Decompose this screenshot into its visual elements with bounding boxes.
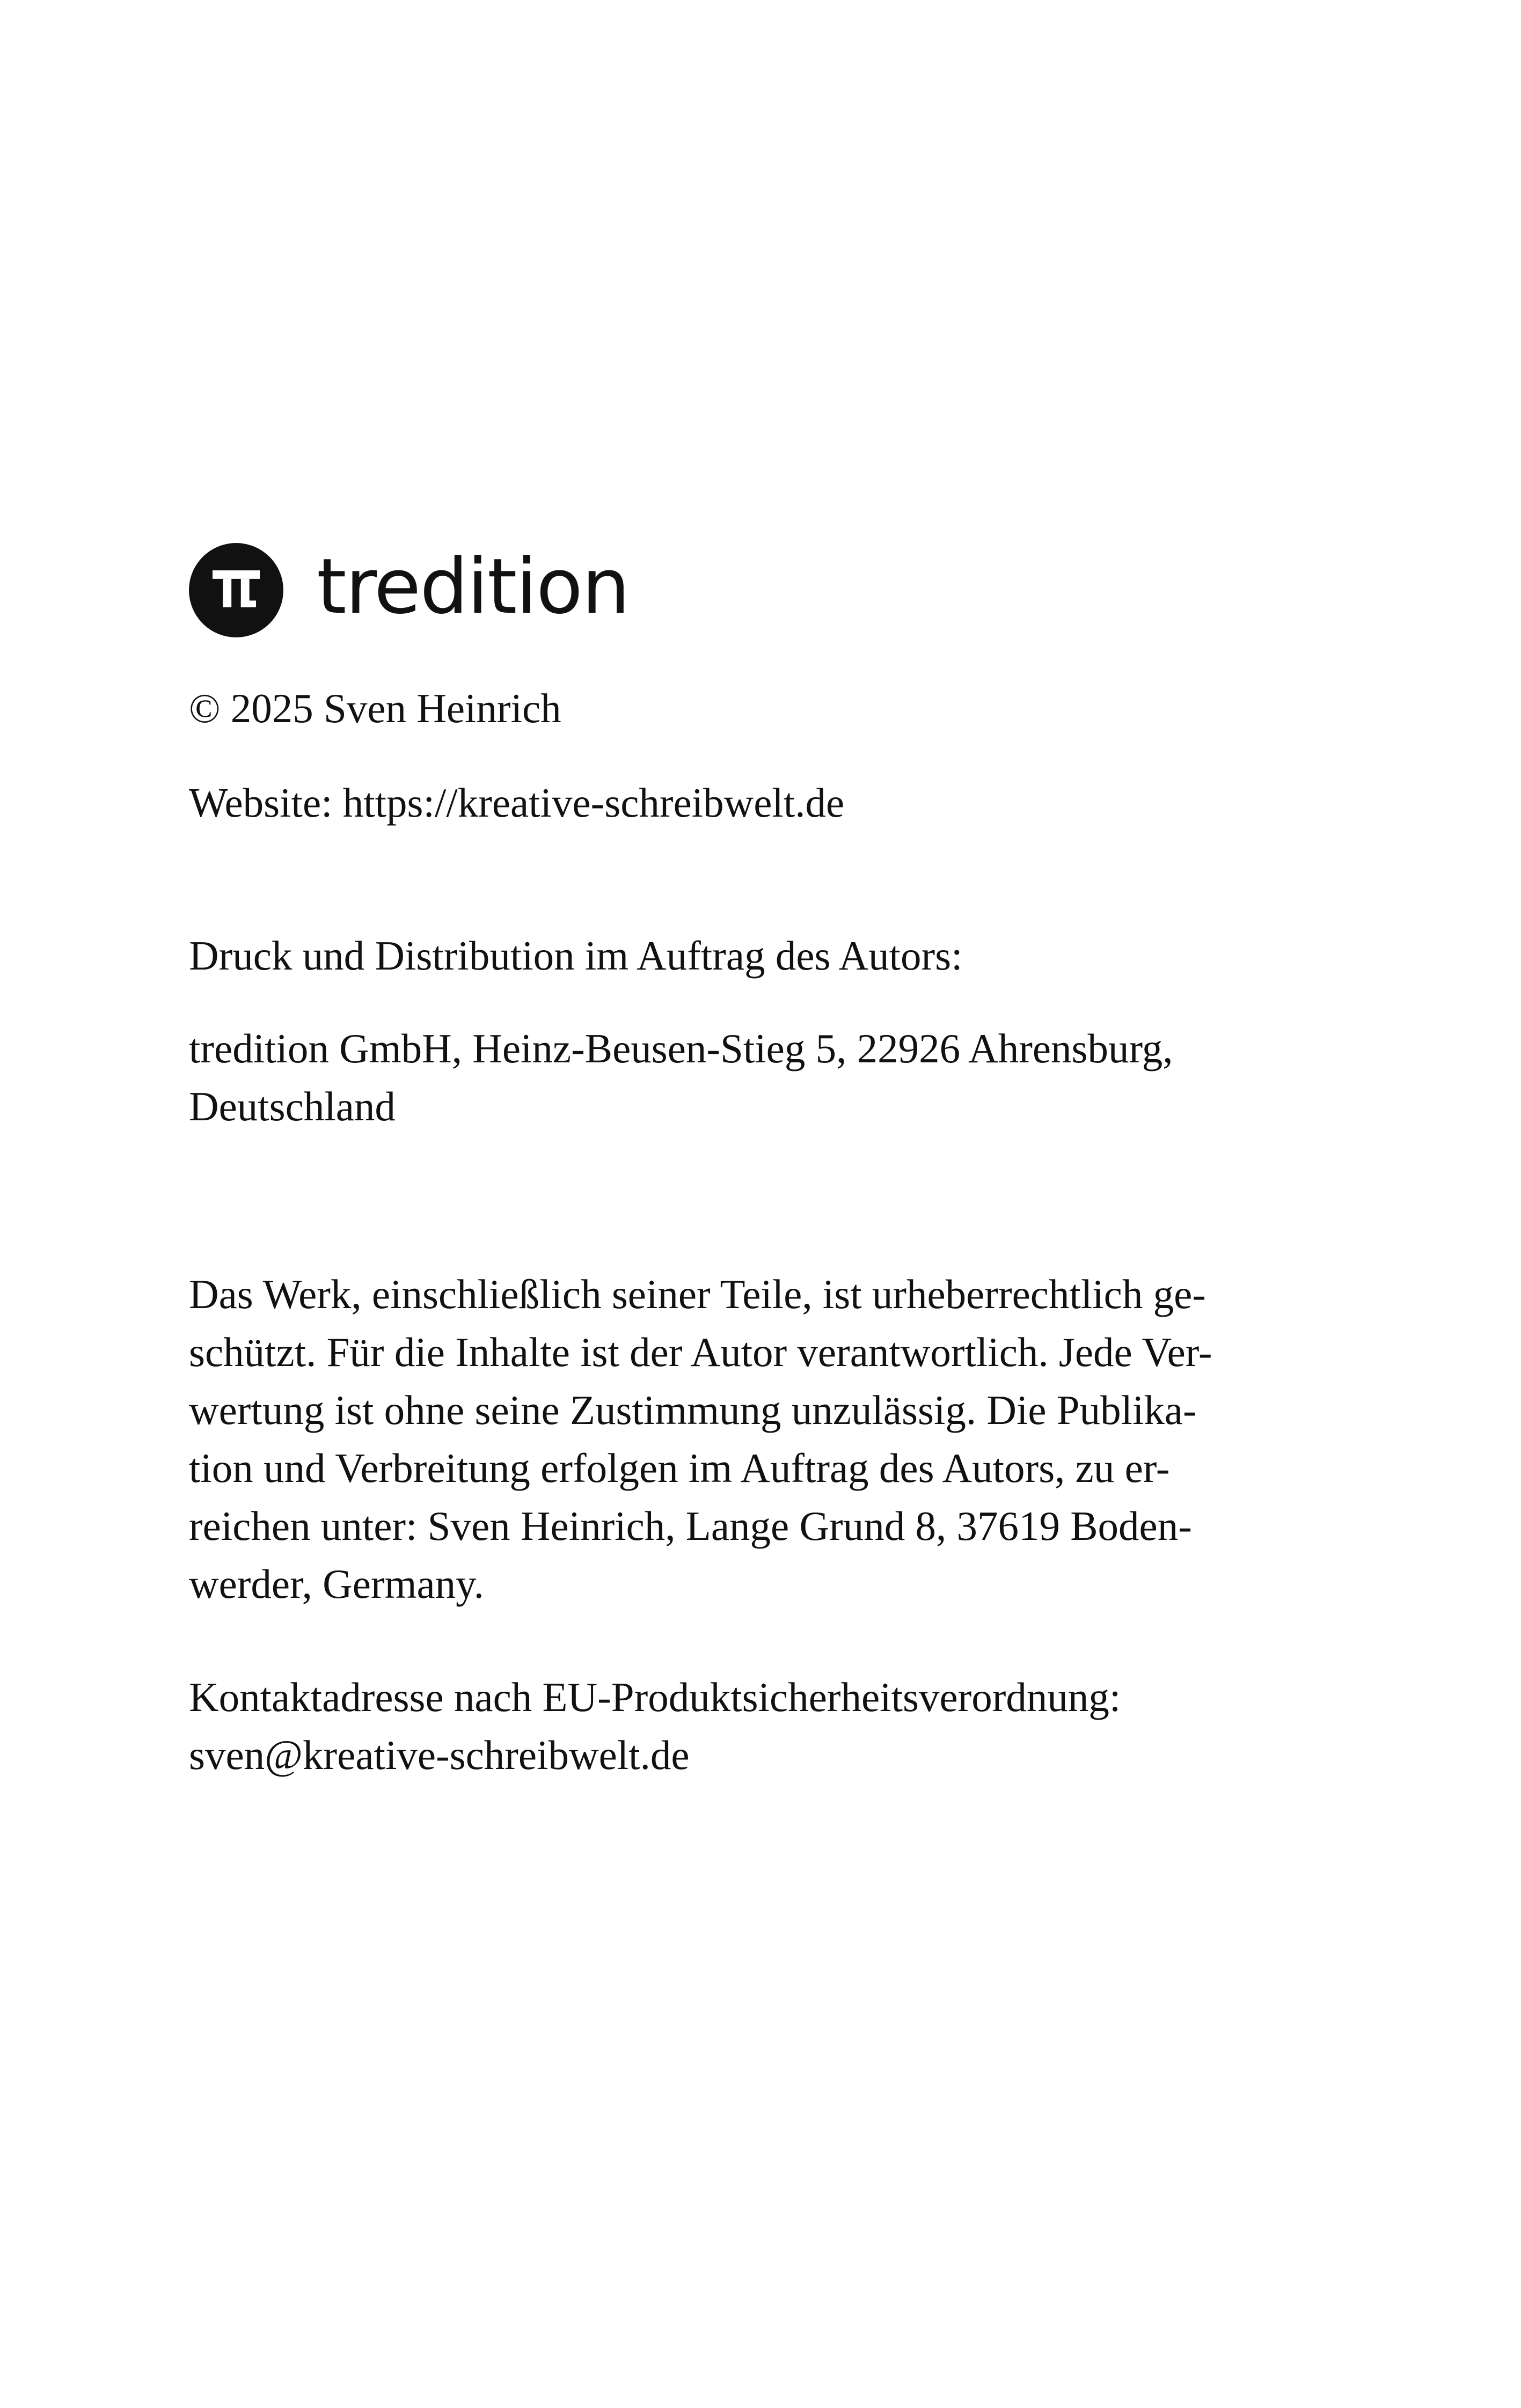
publisher-address: tredition GmbH, Heinz-Beusen-Stieg 5, 22926 Ahrensburg, Deutschland: [189, 1025, 1173, 1129]
publisher-logo: [189, 542, 629, 638]
copyright-notice-paragraph: Das Werk, einschließlich seiner Teile, ist urheberrechtlich ge- schützt. Für die Inhalte ist der Autor verantwortlich. Jede Ver- wertung ist ohne seine Zustimmung unzulässig. Die Publika- tion und Verbreitung erfolgen im Auftrag des Autors, zu er- reichen unter: Sven Heinrich, Lange Grund 8, 37619 Boden- werder, Germany.: [189, 1271, 1212, 1607]
copyright-line: © 2025 Sven Heinrich: [189, 685, 561, 731]
contact-address: Kontaktadresse nach EU-Produktsicherheitsverordnung: sven@kreative-schreibwelt.de: [189, 1674, 1121, 1778]
logo-wordmark: tredition: [317, 542, 629, 631]
website-line: Website: https://kreative-schreibwelt.de: [189, 780, 845, 826]
print-distribution-heading: Druck und Distribution im Auftrag des Autors:: [189, 933, 963, 979]
tredition-logo-icon: [189, 543, 283, 637]
